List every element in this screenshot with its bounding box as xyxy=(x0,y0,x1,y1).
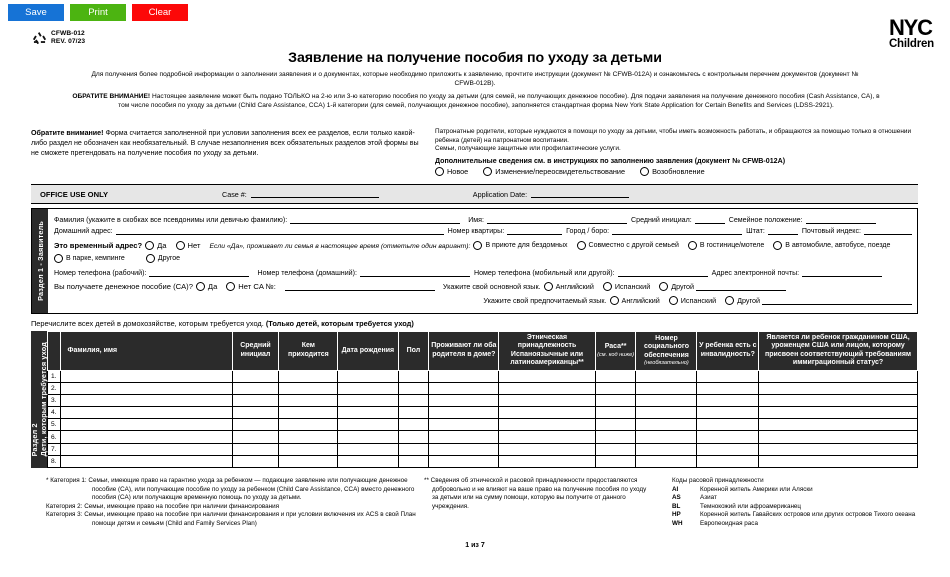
cell-race[interactable] xyxy=(595,394,636,406)
cell-gender[interactable] xyxy=(398,443,429,455)
office-use-title: OFFICE USE ONLY xyxy=(40,189,109,199)
race-code-desc: Коренной житель Америки или Аляски xyxy=(700,485,813,493)
footnote-category-3: Категория 3: Семьи, имеющие право на пособие при наличии финансирования и при условии включения их ACS в свой План помощи детям и семьям (Child and Family Services Plan) xyxy=(46,511,416,527)
section-2-children-table xyxy=(31,331,918,468)
table-row[interactable] xyxy=(48,370,918,382)
cell-full-name[interactable] xyxy=(60,419,232,431)
radio-preferred-spanish-label: Испанский xyxy=(680,296,717,305)
print-button[interactable]: Print xyxy=(70,4,126,21)
cell-both-parents-home[interactable] xyxy=(429,455,499,467)
cell-ethnicity[interactable] xyxy=(499,431,595,443)
row-number: 2. xyxy=(48,382,61,394)
cell-ssn[interactable] xyxy=(636,370,697,382)
case-number-label: Case #: xyxy=(222,189,247,199)
home-address-input[interactable] xyxy=(116,226,444,235)
cell-both-parents-home[interactable] xyxy=(429,382,499,394)
radio-primary-other-label: Другой xyxy=(671,282,695,291)
cell-both-parents-home[interactable] xyxy=(429,431,499,443)
cell-both-parents-home[interactable] xyxy=(429,407,499,419)
cell-gender[interactable] xyxy=(398,370,429,382)
apartment-input[interactable] xyxy=(507,226,562,235)
row-number: 7. xyxy=(48,443,61,455)
cell-relationship[interactable] xyxy=(279,370,338,382)
cell-ssn[interactable] xyxy=(636,431,697,443)
cell-citizenship[interactable] xyxy=(759,455,918,467)
col-row-number xyxy=(48,332,61,371)
attention-note-text: Форма считается заполненной при условии заполнения всех ее разделов, если только какой-либо раздел не обозначен как необязательный. В случае незаполнения всех обязательных разделов этой формы вы не сможете претендовать на получение пособия по уходу за детьми. xyxy=(31,129,419,158)
row-number: 6. xyxy=(48,431,61,443)
primary-language-other-input[interactable] xyxy=(696,282,786,291)
cell-both-parents-home[interactable] xyxy=(429,370,499,382)
cell-ssn[interactable] xyxy=(636,382,697,394)
cell-citizenship[interactable] xyxy=(759,382,918,394)
col-disability: У ребенка есть с инвалидность? xyxy=(697,332,759,371)
radio-living-other-family[interactable] xyxy=(577,241,586,250)
cell-birth-date[interactable] xyxy=(338,394,398,406)
attention-note-bold: Обратите внимание! xyxy=(31,129,104,137)
radio-primary-other[interactable] xyxy=(659,282,668,291)
recycle-icon xyxy=(32,31,47,46)
case-number-input[interactable] xyxy=(251,190,379,198)
phone-home-input[interactable] xyxy=(360,268,470,277)
race-code-row xyxy=(672,511,948,520)
city-input[interactable] xyxy=(612,226,742,235)
temp-if-yes-text: Если «Да», проживает ли семья в настоящее время (отметьте один вариант): xyxy=(209,243,471,250)
phone-home-label: Номер телефона (домашний): xyxy=(257,269,357,277)
cell-birth-date[interactable] xyxy=(338,370,398,382)
living-options-row-2 xyxy=(54,252,912,263)
cell-ethnicity[interactable] xyxy=(499,455,595,467)
cell-full-name[interactable] xyxy=(60,431,232,443)
race-code-row xyxy=(672,520,948,529)
radio-primary-english-label: Английский xyxy=(555,282,594,291)
radio-preferred-other-label: Другой xyxy=(737,296,760,305)
home-address-label: Домашний адрес: xyxy=(54,227,113,235)
radio-temp-yes-label: Да xyxy=(157,241,167,250)
phone-mobile-label: Номер телефона (мобильный или другой): xyxy=(473,269,615,277)
first-name-label: Имя: xyxy=(468,216,484,224)
eligibility-line-3: Дополнительные сведения см. в инструкциях по заполнению заявления (документ № CFWB-012A) xyxy=(435,156,786,165)
table-row[interactable] xyxy=(48,394,918,406)
logo-agency-text: Children xyxy=(888,38,934,50)
zip-input[interactable] xyxy=(864,226,912,235)
cell-gender[interactable] xyxy=(398,419,429,431)
table-header-row xyxy=(48,332,918,371)
table-row[interactable] xyxy=(48,443,918,455)
cell-citizenship[interactable] xyxy=(759,407,918,419)
race-code-row xyxy=(672,494,948,503)
cell-full-name[interactable] xyxy=(60,443,232,455)
cell-ethnicity[interactable] xyxy=(499,382,595,394)
form-revision: REV. 07/23 xyxy=(51,38,86,46)
cell-ssn[interactable] xyxy=(636,394,697,406)
cell-disability[interactable] xyxy=(697,419,759,431)
cell-citizenship[interactable] xyxy=(759,370,918,382)
page-number: 1 из 7 xyxy=(465,542,485,549)
cell-disability[interactable] xyxy=(697,407,759,419)
middle-initial-input[interactable] xyxy=(695,215,725,224)
race-code: WH xyxy=(672,519,683,527)
section-1-tab xyxy=(32,209,48,313)
section-2-tab xyxy=(31,331,47,468)
footnote-ethnicity-text: ** Сведения об этнической и расовой принадлежности предоставляются добровольно и не влияют на ваше право на получение пособия по уходу за детьми или на сумму помощи, которую вы получите от данного учреждения. xyxy=(424,477,647,510)
radio-primary-spanish-label: Испанский xyxy=(614,282,651,291)
radio-living-vehicle-label: В автомобиле, автобусе, поезде xyxy=(785,242,891,249)
radio-living-shelter[interactable] xyxy=(473,241,482,250)
cell-gender[interactable] xyxy=(398,455,429,467)
footnote-ethnicity xyxy=(424,477,654,511)
cell-full-name[interactable] xyxy=(60,455,232,467)
radio-change-recert-label: Изменение/переосвидетельствование xyxy=(495,166,626,176)
cell-race[interactable] xyxy=(595,370,636,382)
cell-ethnicity[interactable] xyxy=(499,443,595,455)
application-type-radio-group xyxy=(435,167,915,176)
table-row[interactable] xyxy=(48,407,918,419)
cell-disability[interactable] xyxy=(697,443,759,455)
cell-ethnicity[interactable] xyxy=(499,419,595,431)
row-number: 1. xyxy=(48,370,61,382)
address-row xyxy=(54,224,912,235)
footnote-category-1: * Категория 1: Семьи, имеющие право на гарантию ухода за ребенком — подающие заявление или получающие денежное пособие (CA), или получающие пособие по уходу за ребенком (Child Care Assistance, CCA) вместо денежного пособия (CA) или получающие временную помощь по уходу за детьми. xyxy=(46,477,415,502)
radio-temp-no[interactable] xyxy=(176,241,185,250)
cell-ssn[interactable] xyxy=(636,407,697,419)
cell-race[interactable] xyxy=(595,419,636,431)
cell-gender[interactable] xyxy=(398,431,429,443)
cell-middle-initial[interactable] xyxy=(232,431,279,443)
marital-status-label: Семейное положение: xyxy=(728,216,803,224)
cell-ssn[interactable] xyxy=(636,443,697,455)
cell-relationship[interactable] xyxy=(279,455,338,467)
table-row[interactable] xyxy=(48,382,918,394)
cell-citizenship[interactable] xyxy=(759,394,918,406)
race-code: BL xyxy=(672,502,681,510)
cell-middle-initial[interactable] xyxy=(232,419,279,431)
radio-preferred-english[interactable] xyxy=(610,296,619,305)
cell-full-name[interactable] xyxy=(60,407,232,419)
section-2-tab-label: Раздел 2 Дети, которым требуется уход xyxy=(30,342,48,457)
col-both-parents-home: Проживают ли оба родителя в доме? xyxy=(429,332,499,371)
radio-preferred-other[interactable] xyxy=(725,296,734,305)
radio-preferred-english-label: Английский xyxy=(621,296,660,305)
first-name-input[interactable] xyxy=(487,215,627,224)
radio-living-shelter-label: В приюте для бездомных xyxy=(485,242,568,249)
cell-full-name[interactable] xyxy=(60,394,232,406)
race-code-desc: Темнокожий или афроамериканец xyxy=(700,502,802,510)
radio-ca-yes[interactable] xyxy=(196,282,205,291)
ca-label: Вы получаете денежное пособие (CA)? xyxy=(54,282,193,291)
radio-temp-yes[interactable] xyxy=(145,241,154,250)
race-codes-title: Коды расовой принадлежности xyxy=(672,477,764,484)
radio-change-recert[interactable] xyxy=(483,167,492,176)
cell-race[interactable] xyxy=(595,382,636,394)
cell-middle-initial[interactable] xyxy=(232,443,279,455)
phone-work-input[interactable] xyxy=(149,268,249,277)
toolbar xyxy=(8,4,188,21)
cell-birth-date[interactable] xyxy=(338,455,398,467)
cell-gender[interactable] xyxy=(398,382,429,394)
col-full-name: Фамилия, имя xyxy=(60,332,232,371)
footnote-categories xyxy=(46,477,416,529)
cell-relationship[interactable] xyxy=(279,443,338,455)
cell-disability[interactable] xyxy=(697,455,759,467)
cell-race[interactable] xyxy=(595,407,636,419)
last-name-input[interactable] xyxy=(290,215,460,224)
radio-ca-yes-label: Да xyxy=(207,282,218,291)
header-notice xyxy=(70,92,882,111)
cell-ethnicity[interactable] xyxy=(499,394,595,406)
radio-ca-no[interactable] xyxy=(226,282,235,291)
cell-relationship[interactable] xyxy=(279,419,338,431)
preferred-language-other-input[interactable] xyxy=(762,296,912,305)
race-code: AI xyxy=(672,485,679,493)
race-codes-block xyxy=(672,477,948,529)
state-label: Штат: xyxy=(746,227,765,235)
radio-new[interactable] xyxy=(435,167,444,176)
race-code-desc: Европеоидная раса xyxy=(700,519,758,527)
footnote-category-2: Категория 2: Семьи, имеющие право на пособие при наличии финансирования xyxy=(46,502,279,510)
save-button[interactable]: Save xyxy=(8,4,64,21)
table-row[interactable] xyxy=(48,419,918,431)
section-2-heading-bold: (Только детей, которым требуется уход) xyxy=(265,319,414,328)
cell-ssn[interactable] xyxy=(636,455,697,467)
form-identifier xyxy=(32,30,85,47)
temp-address-row xyxy=(54,239,912,250)
radio-living-hotel-label: В гостинице/мотеле xyxy=(699,242,765,249)
cell-ethnicity[interactable] xyxy=(499,407,595,419)
cell-disability[interactable] xyxy=(697,431,759,443)
cell-both-parents-home[interactable] xyxy=(429,394,499,406)
radio-living-other-family-label: Совместно с другой семьей xyxy=(588,242,679,249)
attention-note xyxy=(31,128,421,159)
cell-race[interactable] xyxy=(595,431,636,443)
radio-renewal-label: Возобновление xyxy=(652,166,705,176)
col-birth-date: Дата рождения xyxy=(338,332,398,371)
cell-relationship[interactable] xyxy=(279,407,338,419)
col-gender: Пол xyxy=(398,332,429,371)
radio-living-park[interactable] xyxy=(54,254,63,263)
cell-birth-date[interactable] xyxy=(338,443,398,455)
cell-relationship[interactable] xyxy=(279,394,338,406)
cell-middle-initial[interactable] xyxy=(232,394,279,406)
phone-work-label: Номер телефона (рабочий): xyxy=(54,269,147,277)
cell-middle-initial[interactable] xyxy=(232,407,279,419)
cell-gender[interactable] xyxy=(398,394,429,406)
cell-race[interactable] xyxy=(595,443,636,455)
race-code-desc: Коренной житель Гавайских островов или других островов Тихого океана xyxy=(700,511,916,519)
primary-language-label: Укажите свой основной язык. xyxy=(442,282,541,291)
radio-primary-spanish[interactable] xyxy=(603,282,612,291)
radio-living-park-label: В парке, кемпинге xyxy=(66,255,125,262)
email-label: Адрес электронной почты: xyxy=(711,269,800,277)
race-code: AS xyxy=(672,494,681,502)
cell-birth-date[interactable] xyxy=(338,431,398,443)
zip-label: Почтовый индекс: xyxy=(801,227,861,235)
radio-primary-english[interactable] xyxy=(544,282,553,291)
cell-ethnicity[interactable] xyxy=(499,370,595,382)
section-1-tab-label: Раздел 1 - Заявитель xyxy=(35,221,45,301)
nyc-children-logo xyxy=(888,15,934,51)
email-input[interactable] xyxy=(802,268,882,277)
cell-disability[interactable] xyxy=(697,382,759,394)
section-1-applicant xyxy=(31,208,918,314)
section-2-heading-normal: Перечислите всех детей в домохозяйстве, которым требуется уход. xyxy=(31,319,266,328)
radio-ca-no-label: Нет CA №: xyxy=(238,282,276,291)
col-ethnicity: Этническая принадлежность Испаноязычные или латиноамериканцы** xyxy=(499,332,595,371)
race-code-desc: Азиат xyxy=(700,494,717,502)
temp-address-label: Это временный адрес? xyxy=(54,241,143,250)
eligibility-line-1: Патронатные родители, которые нуждаются в помощи по уходу за детьми, чтобы иметь возможность работать, и обращаются за помощью только в отношении ребенка (детей) на патронатном воспитании. xyxy=(435,128,912,144)
preferred-language-label: Укажите свой предпочитаемый язык. xyxy=(483,296,607,305)
cell-middle-initial[interactable] xyxy=(232,370,279,382)
preferred-language-row xyxy=(54,294,912,305)
race-code: HP xyxy=(672,511,681,519)
row-number: 5. xyxy=(48,419,61,431)
form-number-block xyxy=(51,30,85,47)
col-ssn: Номер социального обеспечения (необязательно) xyxy=(636,332,697,371)
logo-nyc-text: NYC xyxy=(888,15,932,40)
children-table-body xyxy=(48,370,918,467)
city-label: Город / боро: xyxy=(566,227,610,235)
race-code-row xyxy=(672,486,948,495)
section-2-heading xyxy=(31,319,414,328)
cell-disability[interactable] xyxy=(697,394,759,406)
table-row[interactable] xyxy=(48,431,918,443)
col-race: Раса** (см. код ниже) xyxy=(595,332,636,371)
cell-both-parents-home[interactable] xyxy=(429,419,499,431)
apartment-label: Номер квартиры: xyxy=(447,227,505,235)
application-date-input[interactable] xyxy=(531,190,629,198)
cell-citizenship[interactable] xyxy=(759,431,918,443)
cash-assistance-row xyxy=(54,280,912,291)
cell-disability[interactable] xyxy=(697,370,759,382)
cell-middle-initial[interactable] xyxy=(232,455,279,467)
cell-full-name[interactable] xyxy=(60,382,232,394)
eligibility-note xyxy=(435,128,915,176)
page-title: Заявление на получение пособия по уходу за детьми xyxy=(288,50,662,66)
radio-living-other-label: Другое xyxy=(157,255,181,262)
cell-ssn[interactable] xyxy=(636,419,697,431)
clear-button[interactable]: Clear xyxy=(132,4,188,21)
radio-temp-no-label: Нет xyxy=(187,241,201,250)
header-notice-bold: ОБРАТИТЕ ВНИМАНИЕ! xyxy=(72,93,151,100)
row-number: 8. xyxy=(48,455,61,467)
header-subtitle: Для получения более подробной информации о заполнении заявления и о документах, которые необходимо приложить к заявлению, прочтите инструкции (документ № CFWB-012A) и ознакомьтесь с контрольным перечнем документов (документ № CFWB-012B). xyxy=(91,71,859,88)
radio-living-vehicle[interactable] xyxy=(773,241,782,250)
cell-race[interactable] xyxy=(595,455,636,467)
cell-citizenship[interactable] xyxy=(759,443,918,455)
form-number: CFWB-012 xyxy=(51,30,85,37)
col-middle-initial: Средний инициал xyxy=(232,332,279,371)
application-date-label: Application Date: xyxy=(472,189,528,199)
eligibility-line-2: Семьи, получающие защитные или профилактические услуги. xyxy=(435,145,621,153)
table-row[interactable] xyxy=(48,455,918,467)
cell-birth-date[interactable] xyxy=(338,382,398,394)
cell-birth-date[interactable] xyxy=(338,419,398,431)
radio-preferred-spanish[interactable] xyxy=(669,296,678,305)
office-use-bar xyxy=(31,184,918,204)
radio-renewal[interactable] xyxy=(640,167,649,176)
cell-full-name[interactable] xyxy=(60,370,232,382)
col-relationship: Кем приходится xyxy=(279,332,338,371)
cell-gender[interactable] xyxy=(398,407,429,419)
phone-mobile-input[interactable] xyxy=(618,268,708,277)
radio-living-hotel[interactable] xyxy=(688,241,697,250)
middle-initial-label: Средний инициал: xyxy=(631,216,692,224)
radio-living-other[interactable] xyxy=(146,254,155,263)
children-table xyxy=(47,331,918,468)
radio-new-label: Новое xyxy=(447,166,469,176)
name-row xyxy=(54,213,912,224)
cell-middle-initial[interactable] xyxy=(232,382,279,394)
row-number: 3. xyxy=(48,394,61,406)
cell-relationship[interactable] xyxy=(279,431,338,443)
ca-number-input[interactable] xyxy=(285,282,435,291)
cell-relationship[interactable] xyxy=(279,382,338,394)
col-citizenship: Является ли ребенок гражданином США, уроженцем США или лицом, которому присвоен соответствующий требованиям иммиграционный статус? xyxy=(759,332,918,371)
last-name-label: Фамилия (укажите в скобках все псевдонимы или девичью фамилию): xyxy=(54,216,288,224)
cell-birth-date[interactable] xyxy=(338,407,398,419)
cell-both-parents-home[interactable] xyxy=(429,443,499,455)
section-1-body xyxy=(48,209,917,313)
header-notice-text: Настоящее заявление может быть подано ТОЛЬКО на 2-ю или 3-ю категорию пособия по уходу за детьми (для семей, не получающих денежное пособие). Для подачи заявления на получение денежного пособия (Cash Assistance, CA), в том числе пособия по уходу за детьми (Child Care Assistance, CCA) 1-й категории (для семей, получающих денежное пособие), заполняется стандартная форма New York State Application for Certain Benefits and Services (LDSS-2921). xyxy=(118,93,880,110)
phone-row xyxy=(54,266,912,277)
cell-citizenship[interactable] xyxy=(759,419,918,431)
marital-status-input[interactable] xyxy=(806,215,876,224)
state-input[interactable] xyxy=(768,226,798,235)
row-number: 4. xyxy=(48,407,61,419)
